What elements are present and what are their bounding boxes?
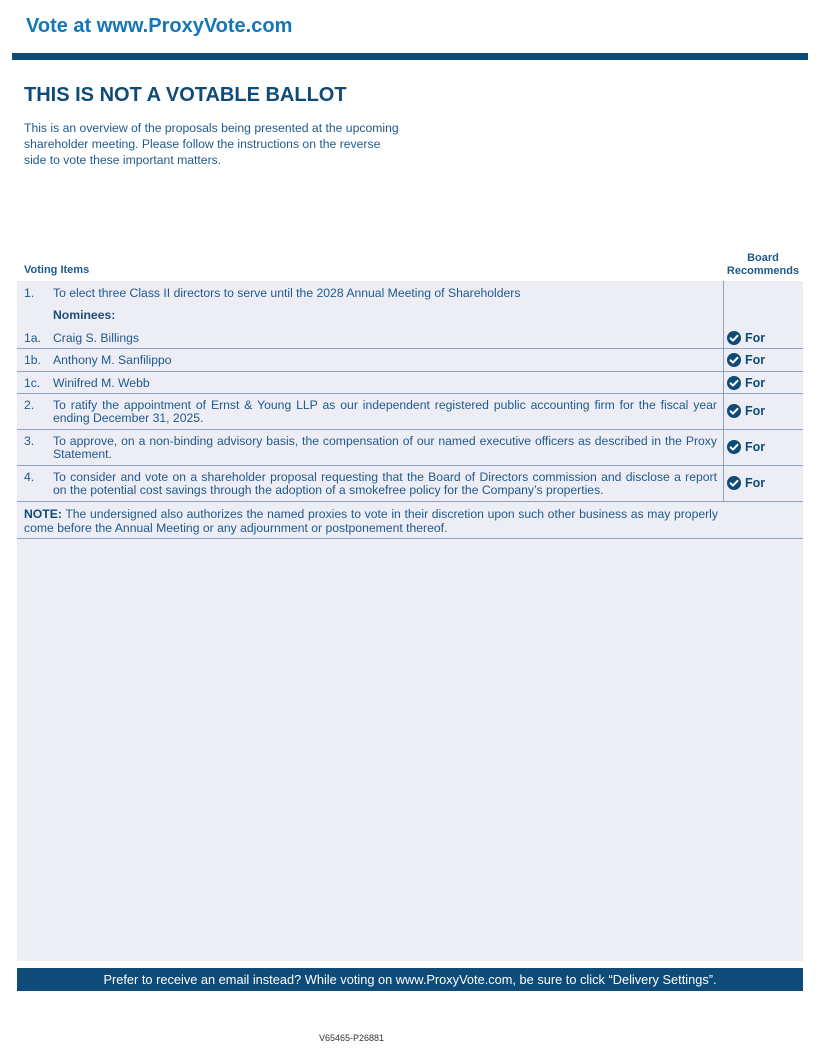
delivery-settings-banner [17, 968, 803, 991]
item-number: 4. [24, 470, 35, 484]
note-text: The undersigned also authorizes the named proxies to vote in their discretion upon such other business as may properly come before the Annual Meeting or any adjournment or postponement thereof. [24, 507, 718, 535]
item-number: 1b. [24, 353, 41, 367]
nominees-label: Nominees: [53, 308, 116, 322]
check-circle-icon [727, 476, 741, 490]
row-divider [17, 393, 803, 394]
recommendation-1b [727, 352, 765, 368]
item-text: To approve, on a non-binding advisory basis, the compensation of our named executive officers as described in the Proxy Statement. [53, 434, 717, 461]
item-text: To ratify the appointment of Ernst & Young LLP as our independent registered public accounting firm for the fiscal year ending December 31, 2025. [53, 398, 717, 425]
item-number: 1a. [24, 331, 41, 345]
voting-items-header: Voting Items [24, 264, 90, 276]
recommendation-label: For [745, 440, 766, 454]
banner-text: Prefer to receive an email instead? While voting on www.ProxyVote.com, be sure to click “Delivery Settings”. [103, 972, 717, 987]
recommendation-1c [727, 375, 765, 391]
row-divider [17, 465, 803, 466]
page-title: THIS IS NOT A VOTABLE BALLOT [24, 84, 347, 106]
check-circle-icon [727, 331, 741, 345]
recommendation-label: For [745, 353, 766, 367]
check-circle-icon [727, 440, 741, 454]
document-code: V65465-P26881 [319, 1033, 385, 1043]
recommendation-4 [727, 475, 765, 491]
recommendation-3 [727, 439, 765, 455]
row-divider [17, 538, 803, 539]
proxyvote-link[interactable]: Vote at www.ProxyVote.com [26, 15, 293, 37]
item-text: To consider and vote on a shareholder proposal requesting that the Board of Directors commission and disclose a report on the potential cost savings through the adoption of a smokefree policy for the Company’s properties. [53, 470, 717, 497]
row-divider [17, 429, 803, 430]
item-number: 1c. [24, 376, 41, 390]
row-divider [17, 348, 803, 349]
recommendation-2 [727, 403, 765, 419]
recommendation-label: For [745, 404, 766, 418]
nominee-name: Craig S. Billings [53, 331, 140, 345]
recommendation-label: For [745, 331, 766, 345]
recommendation-1a [727, 330, 765, 346]
item-text: To elect three Class II directors to serve until the 2028 Annual Meeting of Shareholders [53, 286, 521, 300]
ballot-note [24, 508, 718, 535]
check-circle-icon [727, 353, 741, 367]
item-number: 3. [24, 434, 35, 448]
row-divider [17, 371, 803, 372]
item-number: 1. [24, 286, 35, 300]
note-label: NOTE: [24, 507, 62, 521]
nominee-name: Winifred M. Webb [53, 376, 150, 390]
check-circle-icon [727, 404, 741, 418]
nominee-name: Anthony M. Sanfilippo [53, 353, 172, 367]
row-divider [17, 501, 803, 502]
board-recommends-header: Board Recommends [726, 252, 800, 277]
recommendation-label: For [745, 376, 766, 390]
recommendation-label: For [745, 476, 766, 490]
header-rule [12, 53, 808, 60]
item-number: 2. [24, 398, 35, 412]
check-circle-icon [727, 376, 741, 390]
recommend-column-border [723, 281, 724, 501]
intro-paragraph: This is an overview of the proposals being presented at the upcoming shareholder meeting. Please follow the instructions on the reverse side to vote these important matters. [24, 121, 399, 167]
